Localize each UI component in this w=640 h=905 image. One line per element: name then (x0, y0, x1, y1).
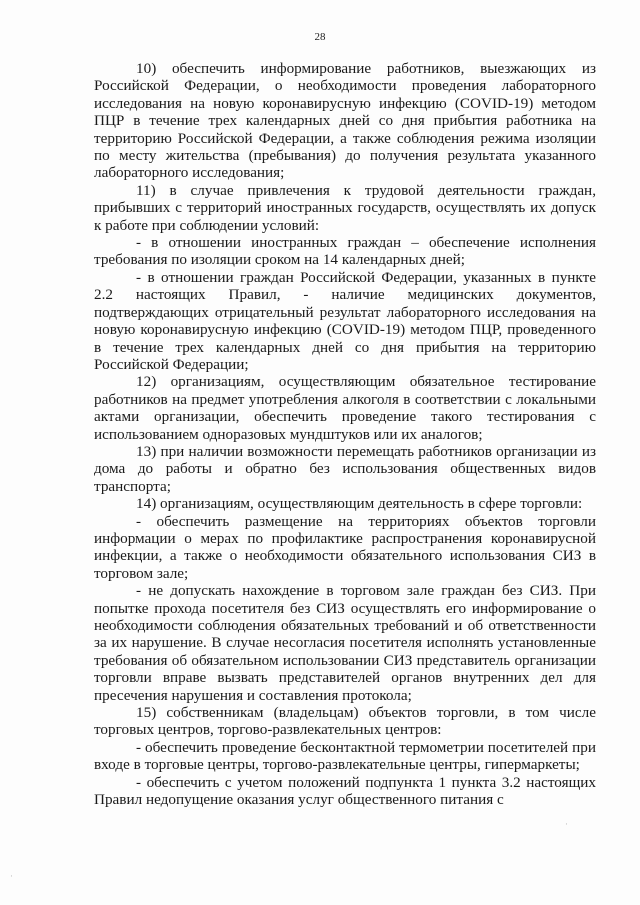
paragraph-item-11: 11) в случае привлечения к трудовой деятельности граждан, прибывших с территорий иностранных государств, осуществлять их допуск к работе при соблюдении условий: (94, 181, 596, 234)
document-body (94, 60, 596, 808)
scan-speck: · (565, 820, 568, 830)
paragraph-subitem-russian-citizens: - в отношении граждан Российской Федерации, указанных в пункте 2.2 настоящих Правил, - наличие медицинских документов, подтверждающих отрицательный результат лабораторного исследования на новую коронавирусную инфекцию (COVID-19) методом ПЦР, проведенного в течение трех календарных дней со дня прибытия на территорию Российской Федерации; (94, 268, 596, 373)
paragraph-subitem-information-placement: - обеспечить размещение на территориях объектов торговли информации о мерах по профилактике распространения коронавирусной инфекции, а также о необходимости обязательного использования СИЗ в торговом зале; (94, 512, 596, 582)
paragraph-subitem-foreign-citizens: - в отношении иностранных граждан – обеспечение исполнения требования по изоляции сроком на 14 календарных дней; (94, 234, 596, 269)
paragraph-item-12: 12) организациям, осуществляющим обязательное тестирование работников на предмет употребления алкоголя в соответствии с локальными актами организации, обеспечить проведение такого тестирования с использованием одноразовых мундштуков или их аналогов; (94, 373, 596, 443)
page-number: 28 (314, 31, 326, 43)
paragraph-subitem-thermometry: - обеспечить проведение бесконтактной термометрии посетителей при входе в торговые центры, торгово-развлекательные центры, гипермаркеты; (94, 738, 596, 774)
paragraph-item-10: 10) обеспечить информирование работников, выезжающих из Российской Федерации, о необходимости проведения лабораторного исследования на новую коронавирусную инфекцию (COVID-19) методом ПЦР в течение трех календарных дней со дня прибытия работника на территорию Российской Федерации, а также соблюдения режима изоляции по месту жительства (пребывания) до получения результата указанного лабораторного исследования; (94, 60, 596, 182)
paragraph-item-14: 14) организациям, осуществляющим деятельность в сфере торговли: (136, 495, 583, 513)
paragraph-subitem-no-entry-without-ppe: - не допускать нахождение в торговом зале граждан без СИЗ. При попытке прохода посетителя без СИЗ осуществлять его информирование о необходимости соблюдения обязательных требований и об ответственности за их нарушение. В случае несогласия посетителя исполнять установленные требования об обязательном использовании СИЗ представитель организации торговли вправе вызвать представителей органов внутренних дел для пресечения нарушения и составления протокола; (94, 582, 596, 704)
scan-speck: · (10, 872, 13, 882)
paragraph-item-15: 15) собственникам (владельцам) объектов торговли, в том числе торговых центров, торгово-развлекательных центров: (94, 704, 596, 739)
paragraph-subitem-catering: - обеспечить с учетом положений подпункта 1 пункта 3.2 настоящих Правил недопущение оказания услуг общественного питания с (94, 773, 596, 809)
paragraph-item-13: 13) при наличии возможности перемещать работников организации из дома до работы и обратно без использования общественных видов транспорта; (94, 442, 596, 495)
